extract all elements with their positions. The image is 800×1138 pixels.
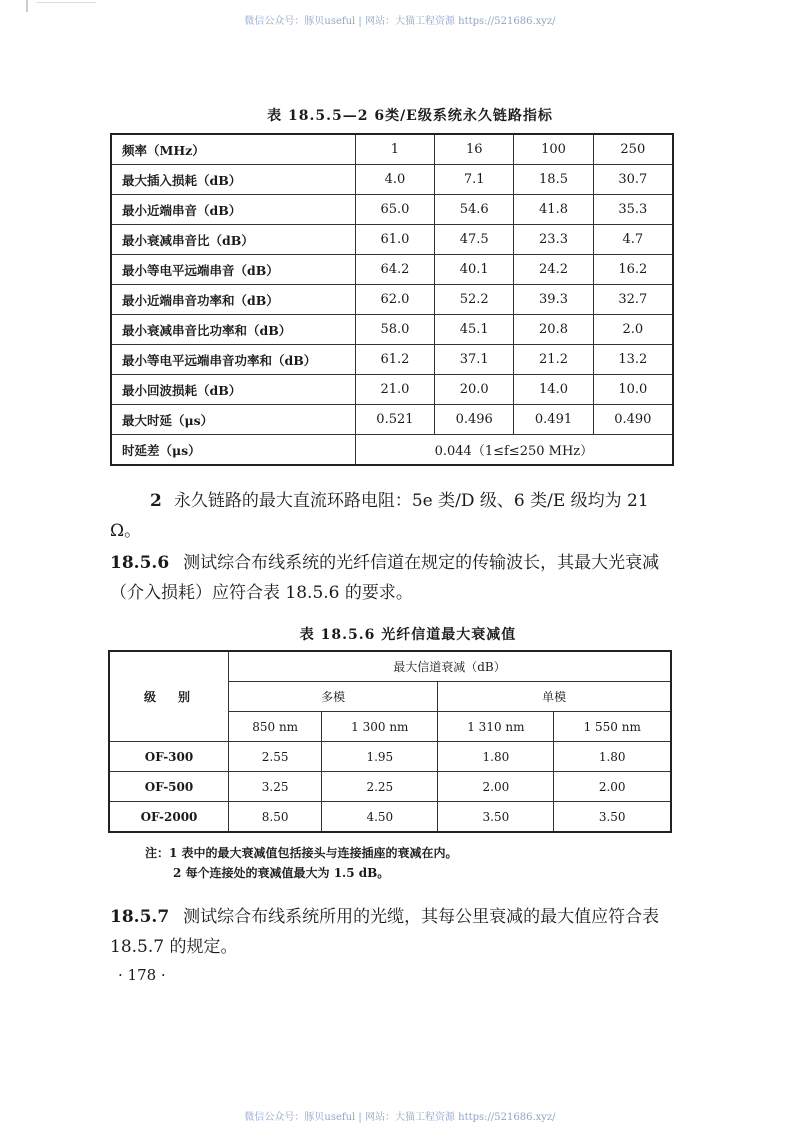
cell: 30.7 xyxy=(593,165,673,195)
cell: 24.2 xyxy=(514,255,593,285)
cell: 35.3 xyxy=(593,195,673,225)
table-row xyxy=(111,285,673,315)
cell: 54.6 xyxy=(435,195,514,225)
table-cat6-permanent-link xyxy=(110,133,674,466)
cell: 64.2 xyxy=(355,255,434,285)
cell: 4.50 xyxy=(322,802,438,833)
table-row xyxy=(111,345,673,375)
row-label: OF-2000 xyxy=(109,802,229,833)
note-2: 2 每个连接处的衰减值最大为 1.5 dB。 xyxy=(173,866,390,880)
table-row xyxy=(111,165,673,195)
row-label: 最大时延（μs） xyxy=(111,405,355,435)
item-number: 2 xyxy=(150,491,162,511)
row-label: 最小等电平远端串音（dB） xyxy=(111,255,355,285)
cell: 47.5 xyxy=(435,225,514,255)
cell: 1.95 xyxy=(322,742,438,772)
cell: 3.25 xyxy=(229,772,322,802)
cell: 3.50 xyxy=(438,802,554,833)
table2-caption: 表 18.5.6 光纤信道最大衰减值 xyxy=(299,627,517,643)
table-row xyxy=(111,405,673,435)
row-label: 最小等电平远端串音功率和（dB） xyxy=(111,345,355,375)
cell: 21.0 xyxy=(355,375,434,405)
cell: 0.521 xyxy=(355,405,434,435)
cell: 45.1 xyxy=(435,315,514,345)
paragraph-text: 测试综合布线系统的光纤信道在规定的传输波长，其最大光衰减（介入损耗）应符合表 18.5.6 的要求。 xyxy=(110,553,660,603)
table-row xyxy=(109,772,671,802)
cell: 2.00 xyxy=(554,772,671,802)
cell: 58.0 xyxy=(355,315,434,345)
scan-artifact-line xyxy=(36,2,96,3)
paragraph-18-5-7 xyxy=(110,902,680,962)
cell: 2.0 xyxy=(593,315,673,345)
cell: 10.0 xyxy=(593,375,673,405)
table-row xyxy=(109,802,671,833)
cell: 65.0 xyxy=(355,195,434,225)
row-label: OF-500 xyxy=(109,772,229,802)
row-label: OF-300 xyxy=(109,742,229,772)
table-row xyxy=(111,225,673,255)
cell: 2.25 xyxy=(322,772,438,802)
cell: 39.3 xyxy=(514,285,593,315)
cell: 8.50 xyxy=(229,802,322,833)
row-label: 最小近端串音（dB） xyxy=(111,195,355,225)
watermark-bottom: 微信公众号：豚贝useful | 网站：大猫工程资源 https://521686.xyz/ xyxy=(244,1112,556,1123)
header-label: 频率（MHz） xyxy=(111,134,355,165)
cell: 0.490 xyxy=(593,405,673,435)
table-fiber-channel-attenuation xyxy=(108,650,672,833)
cell: 32.7 xyxy=(593,285,673,315)
cell: 2.00 xyxy=(438,772,554,802)
header-singlemode: 单模 xyxy=(438,682,671,712)
header-group: 最大信道衰减（dB） xyxy=(229,651,672,682)
cell: 20.8 xyxy=(514,315,593,345)
paragraph-dc-resistance xyxy=(110,486,680,546)
header-multimode: 多模 xyxy=(229,682,438,712)
cell: 4.7 xyxy=(593,225,673,255)
section-number: 18.5.7 xyxy=(110,907,170,927)
row-label: 最小近端串音功率和（dB） xyxy=(111,285,355,315)
table-row xyxy=(111,375,673,405)
cell: 7.1 xyxy=(435,165,514,195)
paragraph-text: 永久链路的最大直流环路电阻：5e 类/D 级、6 类/E 级均为 21 Ω。 xyxy=(110,491,649,541)
cell: 1.80 xyxy=(438,742,554,772)
table1-caption: 表 18.5.5—2 6类/E级系统永久链路指标 xyxy=(267,108,553,124)
cell: 21.2 xyxy=(514,345,593,375)
cell: 41.8 xyxy=(514,195,593,225)
table-row xyxy=(109,742,671,772)
paragraph-18-5-6 xyxy=(110,548,680,608)
header-wavelength: 1 310 nm xyxy=(438,712,554,742)
cell: 4.0 xyxy=(355,165,434,195)
header-freq: 250 xyxy=(593,134,673,165)
scan-artifact xyxy=(26,0,32,12)
table-notes xyxy=(145,843,458,883)
paragraph-text: 测试综合布线系统所用的光缆，其每公里衰减的最大值应符合表 18.5.7 的规定。 xyxy=(110,907,660,957)
header-wavelength: 1 550 nm xyxy=(554,712,671,742)
row-label: 最小衰减串音比（dB） xyxy=(111,225,355,255)
header-grade: 级别 xyxy=(109,651,229,742)
header-wavelength: 1 300 nm xyxy=(322,712,438,742)
watermark-top: 微信公众号：豚贝useful | 网站：大猫工程资源 https://521686.xyz/ xyxy=(244,16,556,27)
note-1: 注：1 表中的最大衰减值包括接头与连接插座的衰减在内。 xyxy=(145,846,458,860)
header-freq: 100 xyxy=(514,134,593,165)
cell-merged: 0.044（1≤f≤250 MHz） xyxy=(355,435,673,466)
cell: 3.50 xyxy=(554,802,671,833)
cell: 0.496 xyxy=(435,405,514,435)
cell: 18.5 xyxy=(514,165,593,195)
table-header-row xyxy=(109,651,671,682)
row-label: 最大插入损耗（dB） xyxy=(111,165,355,195)
header-freq: 16 xyxy=(435,134,514,165)
cell: 40.1 xyxy=(435,255,514,285)
table-header-row xyxy=(111,134,673,165)
table-row xyxy=(111,255,673,285)
cell: 14.0 xyxy=(514,375,593,405)
cell: 37.1 xyxy=(435,345,514,375)
row-label: 时延差（μs） xyxy=(111,435,355,466)
section-number: 18.5.6 xyxy=(110,553,170,573)
cell: 23.3 xyxy=(514,225,593,255)
cell: 1.80 xyxy=(554,742,671,772)
table-row xyxy=(111,195,673,225)
cell: 16.2 xyxy=(593,255,673,285)
cell: 2.55 xyxy=(229,742,322,772)
cell: 52.2 xyxy=(435,285,514,315)
cell: 0.491 xyxy=(514,405,593,435)
cell: 20.0 xyxy=(435,375,514,405)
header-freq: 1 xyxy=(355,134,434,165)
cell: 62.0 xyxy=(355,285,434,315)
row-label: 最小衰减串音比功率和（dB） xyxy=(111,315,355,345)
table-row xyxy=(111,435,673,466)
row-label: 最小回波损耗（dB） xyxy=(111,375,355,405)
cell: 61.2 xyxy=(355,345,434,375)
cell: 13.2 xyxy=(593,345,673,375)
header-wavelength: 850 nm xyxy=(229,712,322,742)
page-number: · 178 · xyxy=(118,966,166,984)
table-row xyxy=(111,315,673,345)
cell: 61.0 xyxy=(355,225,434,255)
